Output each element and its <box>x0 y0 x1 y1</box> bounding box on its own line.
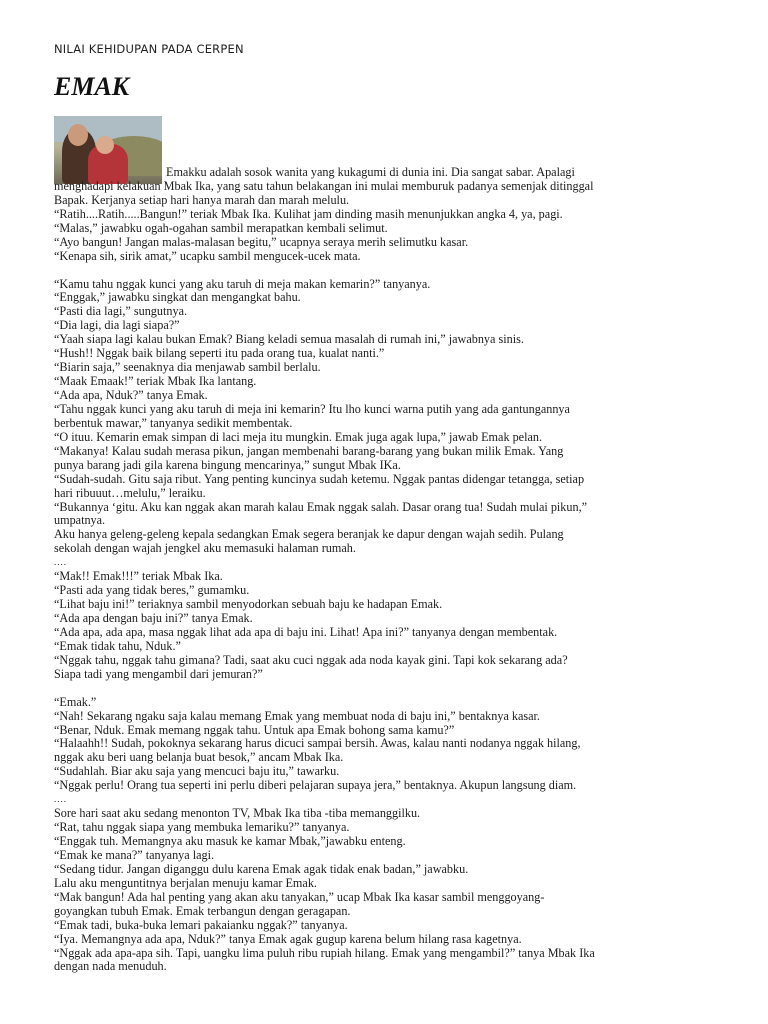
story-line: “Emak ke mana?” tanyanya lagi. <box>54 847 215 862</box>
story-line: Emakku adalah sosok wanita yang kukagumi di dunia ini. Dia sangat sabar. Apalagi <box>166 165 575 179</box>
story-line: menghadapi kelakuan Mbak Ika, yang satu tahun belakangan ini mulai memburuk padanya semenjak ditinggal <box>54 178 594 193</box>
story-line: “Rat, tahu nggak siapa yang membuka lemariku?” tanyanya. <box>54 820 350 835</box>
story-line: nggak aku beri uang belanja buat besok,” ancam Mbak Ika. <box>54 750 344 765</box>
story-line: “Yaah siapa lagi kalau bukan Emak? Biang keladi semua masalah di rumah ini,” jawabnya sinis. <box>54 332 524 347</box>
story-line: “Ratih....Ratih.....Bangun!” teriak Mbak Ika. Kulihat jam dinding masih menunjukkan angka 4, ya, pagi. <box>54 206 563 221</box>
story-line: “Ada apa dengan baju ini?” tanya Emak. <box>54 611 253 625</box>
story-line: “Bukannya ‘gitu. Aku kan nggak akan marah kalau Emak nggak salah. Dasar orang tua! Sudah mulai pikun,” <box>54 499 588 514</box>
story-line: .... <box>54 557 67 568</box>
story-line: “Sudahlah. Biar aku saja yang mencuci baju itu,” tawarku. <box>54 764 340 779</box>
story-line <box>54 682 726 696</box>
story-line: “Halaahh!! Sudah, pokoknya sekarang harus dicuci sampai bersih. Awas, kalau nanti nodanya nggak hilang, <box>54 736 581 751</box>
story-line: Sore hari saat aku sedang menonton TV, Mbak Ika tiba -tiba memanggilku. <box>54 806 421 821</box>
story-line: “Dia lagi, dia lagi siapa?” <box>54 318 180 333</box>
story-line: “Emak.” <box>54 694 97 709</box>
story-line: “Nah! Sekarang ngaku saja kalau memang Emak yang membuat noda di baju ini,” bentaknya kasar. <box>54 708 540 723</box>
story-line: hari ribuuut…melulu,” leraiku. <box>54 485 206 500</box>
story-line: “Iya. Memangnya ada apa, Nduk?” tanya Emak agak gugup karena belum hilang rasa kagetnya. <box>54 931 522 946</box>
story-line: “Sudah-sudah. Gitu saja ribut. Yang penting kuncinya sudah ketemu. Nggak pantas didengar tetangga, setiap <box>54 471 585 486</box>
story-line: “Lihat baju ini!” teriaknya sambil menyodorkan sebuah baju ke hadapan Emak. <box>54 597 443 612</box>
story-line: umpatnya. <box>54 513 106 528</box>
story-line: berbentuk mawar,” tanyanya sedikit membentak. <box>54 415 293 430</box>
story-line: “Hush!! Nggak baik bilang seperti itu pada orang tua, kualat nanti.” <box>54 346 385 361</box>
story-line: “Tahu nggak kunci yang aku taruh di meja ini kemarin? Itu lho kunci warna putih yang ada gantungannya <box>54 401 570 416</box>
story-line: “Nggak ada apa-apa sih. Tapi, uangku lima puluh ribu rupiah hilang. Emak yang mengambil?” tanya Mbak Ika <box>54 945 595 960</box>
story-line: “Enggak tuh. Memangnya aku masuk ke kamar Mbak,”jawabku enteng. <box>54 834 406 848</box>
document-header: NILAI KEHIDUPAN PADA CERPEN <box>54 42 244 56</box>
story-line: “Nggak perlu! Orang tua seperti ini perlu diberi pelajaran supaya jera,” bentaknya. Akupun langsung diam. <box>54 778 577 793</box>
story-line: “Mak!! Emak!!!” teriak Mbak Ika. <box>54 569 223 584</box>
story-line: dengan nada menuduh. <box>54 959 167 974</box>
story-line: “Emak tadi, buka-buka lemari pakaianku nggak?” tanyanya. <box>54 917 348 932</box>
story-line: “Emak tidak tahu, Nduk.” <box>54 638 181 653</box>
story-line <box>54 264 726 278</box>
story-line: “Mak bangun! Ada hal penting yang akan aku tanyakan,” ucap Mbak Ika kasar sambil menggoyang- <box>54 889 545 904</box>
story-line: punya barang jadi gila karena bingung mencarinya,” sungut Mbak IKa. <box>54 457 401 472</box>
story-line: “Makanya! Kalau sudah merasa pikun, jangan membenahi barang-barang yang bukan milik Emak. Yang <box>54 443 564 458</box>
story-line: “Kamu tahu nggak kunci yang aku taruh di meja makan kemarin?” tanyanya. <box>54 276 431 291</box>
story-line: “Maak Emaak!” teriak Mbak Ika lantang. <box>54 374 257 389</box>
story-line: goyangkan tubuh Emak. Emak terbangun dengan geragapan. <box>54 903 351 918</box>
story-line: “Ada apa, Nduk?” tanya Emak. <box>54 388 208 402</box>
story-line: “O ituu. Kemarin emak simpan di laci meja itu mungkin. Emak juga agak lupa,” jawab Emak pelan. <box>54 429 543 444</box>
story-line: “Pasti dia lagi,” sungutnya. <box>54 304 188 319</box>
story-line: “Malas,” jawabku ogah-ogahan sambil merapatkan kembali selimut. <box>54 220 388 235</box>
story-line: “Kenapa sih, sirik amat,” ucapku sambil mengucek-ucek mata. <box>54 248 361 263</box>
story-line: .... <box>54 794 67 805</box>
story-line: “Enggak,” jawabku singkat dan mengangkat bahu. <box>54 290 301 305</box>
story-line: “Biarin saja,” seenaknya dia menjawab sambil berlalu. <box>54 360 321 375</box>
story-line: Aku hanya geleng-geleng kepala sedangkan Emak segera beranjak ke dapur dengan wajah sedih. Pulang <box>54 527 564 542</box>
story-body <box>54 166 726 974</box>
story-title: EMAK <box>54 72 130 101</box>
story-line: Bapak. Kerjanya setiap hari hanya marah dan marah melulu. <box>54 192 350 207</box>
story-line: sekolah dengan wajah jengkel aku memasuki halaman rumah. <box>54 541 356 556</box>
story-line: Lalu aku menguntitnya berjalan menuju kamar Emak. <box>54 875 317 890</box>
story-line: “Benar, Nduk. Emak memang nggak tahu. Untuk apa Emak bohong sama kamu?” <box>54 722 455 737</box>
story-line: “Ayo bangun! Jangan malas-malasan begitu,” ucapnya seraya merih selimutku kasar. <box>54 234 469 249</box>
story-line: “Nggak tahu, nggak tahu gimana? Tadi, saat aku cuci nggak ada noda kayak gini. Tapi kok sekarang ada? <box>54 652 568 667</box>
story-line: Siapa tadi yang mengambil dari jemuran?” <box>54 666 263 681</box>
story-line: “Ada apa, ada apa, masa nggak lihat ada apa di baju ini. Lihat! Apa ini?” tanyanya dengan membentak. <box>54 624 558 639</box>
story-line: “Pasti ada yang tidak beres,” gumamku. <box>54 583 250 598</box>
story-line: “Sedang tidur. Jangan diganggu dulu karena Emak agak tidak enak badan,” jawabku. <box>54 861 469 876</box>
